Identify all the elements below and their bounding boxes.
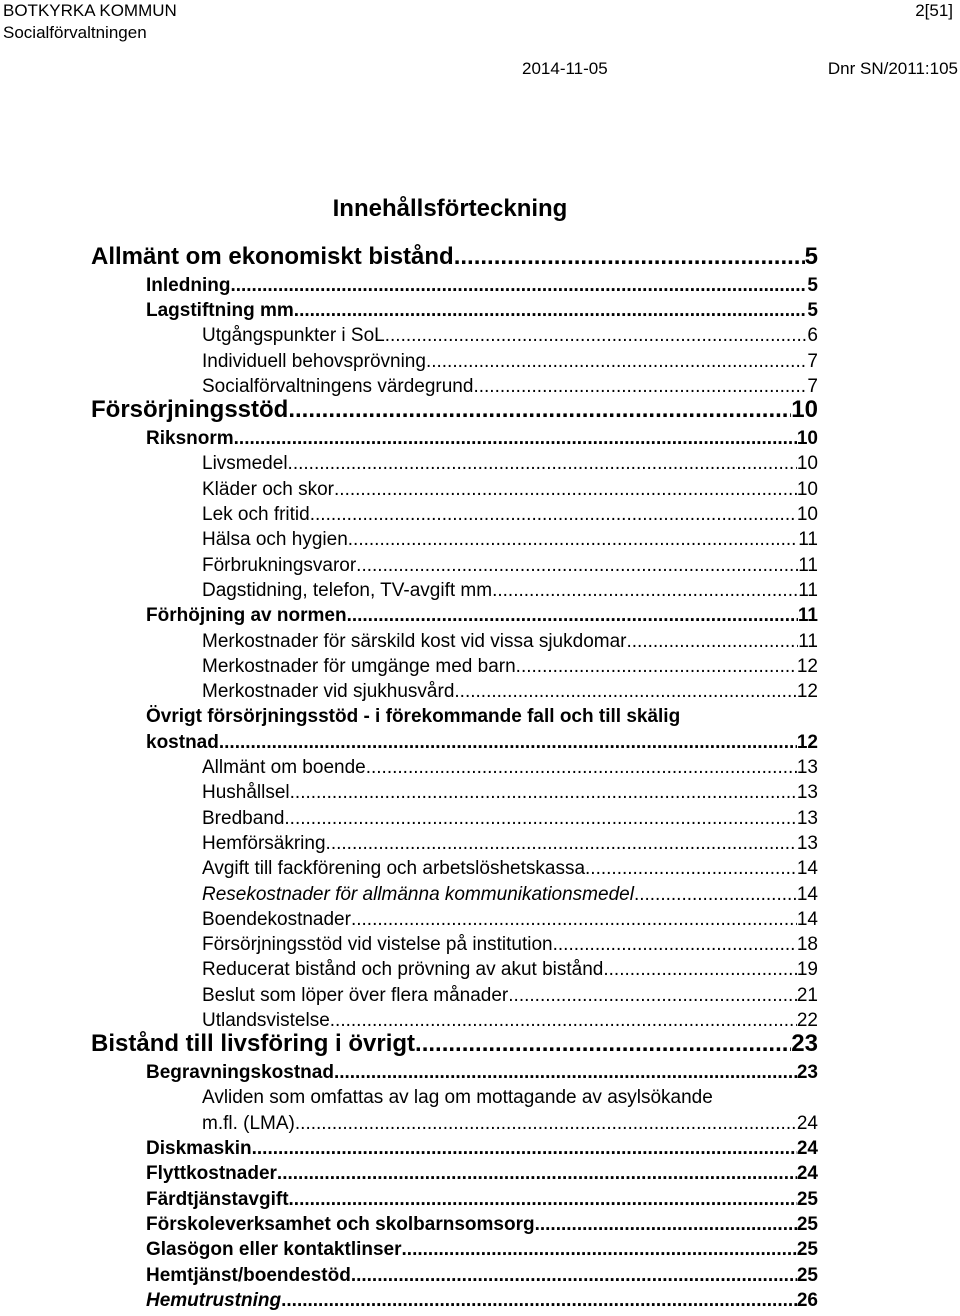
toc-entry-text: Hushållsel <box>202 782 290 804</box>
dot-leader <box>603 957 796 982</box>
dot-leader <box>366 755 797 780</box>
toc-page-number: 10 <box>796 504 818 525</box>
dot-leader <box>348 527 799 552</box>
toc-page-number: 11 <box>798 579 818 601</box>
dot-leader <box>385 323 808 348</box>
toc-entry-text: Bistånd till livsföring i övrigt <box>91 1030 416 1058</box>
dot-leader <box>402 1237 797 1262</box>
dot-leader <box>299 298 807 323</box>
toc-entry[interactable] <box>202 477 818 502</box>
toc-entry-text: Försörjningsstöd vid vistelse på institution <box>202 934 553 956</box>
toc-entry[interactable] <box>202 856 818 881</box>
toc-entry[interactable] <box>202 932 818 957</box>
dot-leader <box>310 502 797 527</box>
toc-entry[interactable] <box>146 1263 818 1288</box>
dot-leader <box>288 395 791 425</box>
toc-entry[interactable] <box>202 502 818 527</box>
dot-leader <box>281 1288 797 1313</box>
toc-page-number: 13 <box>796 782 818 804</box>
dot-leader <box>497 578 798 603</box>
toc-page-number: 5 <box>807 300 818 322</box>
toc-entry[interactable] <box>202 578 818 603</box>
toc-entry[interactable] <box>202 349 818 374</box>
toc-entry-text: Riksnorm <box>146 428 234 450</box>
toc-page-number: 25 <box>796 1264 818 1286</box>
toc-entry-text: Färdtjänstavgift <box>146 1188 289 1210</box>
toc-entry[interactable] <box>202 755 818 780</box>
dot-leader <box>219 730 797 755</box>
dot-leader <box>326 831 797 856</box>
toc-entry-text: Försörjningsstöd <box>91 396 289 424</box>
toc-entry-continuation: kostnad <box>146 731 219 753</box>
toc-entry-text: Hemtjänst/boendestöd <box>146 1264 351 1286</box>
toc-entry[interactable] <box>202 806 818 831</box>
toc-entry-text: Merkostnader för särskild kost vid vissa sjukdomar <box>202 630 627 652</box>
toc-page-number: 5 <box>807 274 818 296</box>
toc-entry[interactable] <box>146 730 818 755</box>
toc-title: Innehållsförteckning <box>332 195 568 222</box>
dot-leader <box>535 1212 797 1237</box>
dot-leader <box>288 451 797 476</box>
dot-leader <box>351 1263 797 1288</box>
dot-leader <box>626 629 798 654</box>
toc-entry-text: Lek och fritid <box>202 504 310 525</box>
toc-entry[interactable] <box>202 780 818 805</box>
toc-page-number: 19 <box>796 959 818 981</box>
toc-page-number: 12 <box>796 681 818 703</box>
toc-page-number: 13 <box>796 807 818 829</box>
toc-entry-text: Glasögon eller kontaktlinser <box>146 1239 402 1261</box>
document-date: 2014-11-05 <box>522 59 608 78</box>
toc-entry[interactable] <box>146 273 818 298</box>
toc-entry-text: Dagstidning, telefon, TV-avgift mm. <box>202 579 498 601</box>
toc-page-number: 23 <box>796 1062 818 1084</box>
toc-page-number: 22 <box>796 1010 818 1031</box>
dot-leader <box>334 1060 797 1085</box>
toc-entry-text: Övrigt försörjningsstöd - i förekommande fall och till skälig <box>146 706 681 728</box>
toc-entry-text: Kläder och skor <box>202 478 335 500</box>
toc-entry-text: Boendekostnader <box>202 908 351 930</box>
toc-entry[interactable] <box>146 1237 818 1262</box>
toc-page-number: 14 <box>796 858 818 880</box>
toc-entry[interactable] <box>202 527 818 552</box>
dot-leader <box>508 983 797 1008</box>
toc-entry-text: Förhöjning av normen <box>146 605 347 627</box>
dot-leader <box>252 1136 797 1161</box>
toc-page-number: 24 <box>796 1112 818 1134</box>
toc-entry[interactable] <box>146 298 818 323</box>
toc-entry[interactable] <box>146 1136 818 1161</box>
toc-entry-text: Inledning <box>146 274 231 296</box>
dot-leader <box>347 603 798 628</box>
toc-page-number: 14 <box>796 908 818 930</box>
document-dnr: Dnr SN/2011:105 <box>827 59 958 78</box>
header-dept: Socialförvaltningen <box>3 23 147 42</box>
toc-page-number: 10 <box>791 396 818 424</box>
toc-page-number: 11 <box>798 554 818 576</box>
toc-entry[interactable] <box>146 603 818 628</box>
toc-page-number: 24 <box>796 1163 818 1185</box>
toc-entry-text: Avliden som omfattas av lag om mottagande av asylsökande <box>202 1087 713 1109</box>
toc-entry-text: Förskoleverksamhet och skolbarnsomsorg <box>146 1213 535 1235</box>
toc-entry[interactable] <box>202 1111 818 1136</box>
toc-page-number: 24 <box>796 1138 818 1159</box>
dot-leader <box>230 273 807 298</box>
dot-leader <box>277 1161 797 1186</box>
header-org: BOTKYRKA KOMMUN <box>3 1 177 20</box>
toc-entry-text: Socialförvaltningens värdegrund <box>202 376 474 397</box>
toc-entry-text: Hemutrustning <box>146 1289 282 1311</box>
toc-entry[interactable] <box>202 831 818 856</box>
toc-entry-text: Hälsa och hygien <box>202 529 348 551</box>
dot-leader <box>295 1111 797 1136</box>
toc-page-number: 23 <box>791 1030 818 1058</box>
toc-entry[interactable] <box>146 1288 818 1313</box>
toc-entry-text: Allmänt om ekonomiskt bistånd <box>91 243 454 270</box>
page-number: 2[51] <box>915 1 953 20</box>
toc-page-number: 26 <box>796 1289 818 1311</box>
toc-page-number: 10 <box>796 478 818 500</box>
dot-leader <box>585 856 797 881</box>
toc-entry-text: Utgångspunkter i SoL <box>202 325 385 347</box>
toc-entry[interactable] <box>146 1212 818 1237</box>
toc-entry[interactable] <box>202 679 818 704</box>
toc-entry-text: Reducerat bistånd och prövning av akut bistånd <box>202 959 604 981</box>
dot-leader <box>454 679 796 704</box>
toc-entry[interactable] <box>91 242 818 272</box>
dot-leader <box>351 907 797 932</box>
toc-entry-text: Resekostnader för allmänna kommunikationsmedel <box>202 883 634 905</box>
dot-leader <box>290 780 797 805</box>
dot-leader <box>289 1187 797 1212</box>
toc-page-number: 7 <box>807 376 818 397</box>
toc-entry-text: Avgift till fackförening och arbetslöshetskassa <box>202 858 586 880</box>
toc-entry-text: Merkostnader för umgänge med barn <box>202 655 516 677</box>
toc-page-number: 10 <box>796 428 818 450</box>
toc-entry-text: Hemförsäkring <box>202 832 326 854</box>
toc-entry[interactable] <box>91 395 818 425</box>
toc-entry-text: Allmänt om boende <box>202 757 366 778</box>
toc-page-number: 10 <box>796 453 818 475</box>
dot-leader <box>454 242 805 272</box>
toc-entry[interactable] <box>202 957 818 982</box>
dot-leader <box>356 553 798 578</box>
dot-leader <box>334 477 797 502</box>
toc-entry-text: Utlandsvistelse <box>202 1010 330 1031</box>
toc-page-number: 6 <box>807 325 818 347</box>
toc-entry-text: Merkostnader vid sjukhusvård <box>202 681 455 703</box>
toc-page-number: 7 <box>807 350 818 372</box>
dot-leader <box>634 882 797 907</box>
toc-entry-text: Diskmaskin <box>146 1138 252 1159</box>
toc-page-number: 11 <box>798 630 818 652</box>
toc-entry[interactable] <box>146 1187 818 1212</box>
toc-entry-text: Livsmedel <box>202 453 288 475</box>
toc-entry[interactable] <box>202 907 818 932</box>
dot-leader <box>553 932 797 957</box>
toc-entry-text: Beslut som löper över flera månader <box>202 984 509 1006</box>
toc-page-number: 13 <box>796 757 818 778</box>
toc-entry[interactable] <box>202 654 818 679</box>
toc-page-number: 18 <box>796 934 818 956</box>
toc-entry[interactable] <box>91 1029 818 1059</box>
toc-entry[interactable] <box>146 1060 818 1085</box>
toc-entry-continuation: m.fl. (LMA) <box>202 1112 295 1134</box>
toc-page-number: 14 <box>796 883 818 905</box>
toc-entry[interactable] <box>146 426 818 451</box>
toc-page-number: 13 <box>796 832 818 854</box>
toc-entry[interactable] <box>202 983 818 1008</box>
toc-page-number: 12 <box>796 731 818 753</box>
toc-page-number: 21 <box>796 984 818 1006</box>
toc-page-number: 25 <box>796 1213 818 1235</box>
toc-page-number: 25 <box>796 1188 818 1210</box>
toc-entry[interactable] <box>202 629 818 654</box>
dot-leader <box>516 654 797 679</box>
toc-entry-text: Bredband <box>202 807 285 829</box>
toc-entry[interactable] <box>202 882 818 907</box>
toc-entry-text: Begravningskostnad <box>146 1062 334 1084</box>
toc-page-number: 11 <box>797 605 818 627</box>
toc-page-number: 11 <box>798 529 818 551</box>
toc-page-number: 25 <box>796 1239 818 1261</box>
toc-entry-text: Flyttkostnader <box>146 1163 277 1185</box>
toc-entry[interactable] <box>202 451 818 476</box>
dot-leader <box>426 349 807 374</box>
dot-leader <box>284 806 796 831</box>
toc-entry[interactable] <box>146 1161 818 1186</box>
toc-page-number: 12 <box>796 655 818 677</box>
toc-entry-text: Förbrukningsvaror <box>202 554 357 576</box>
dot-leader <box>415 1029 791 1059</box>
toc-page-number: 5 <box>804 243 818 270</box>
dot-leader <box>234 426 797 451</box>
toc-entry[interactable] <box>202 553 818 578</box>
toc-entry-text: Lagstiftning mm. <box>146 300 300 322</box>
toc-entry-text: Individuell behovsprövning <box>202 350 426 372</box>
toc-entry[interactable] <box>202 323 818 348</box>
